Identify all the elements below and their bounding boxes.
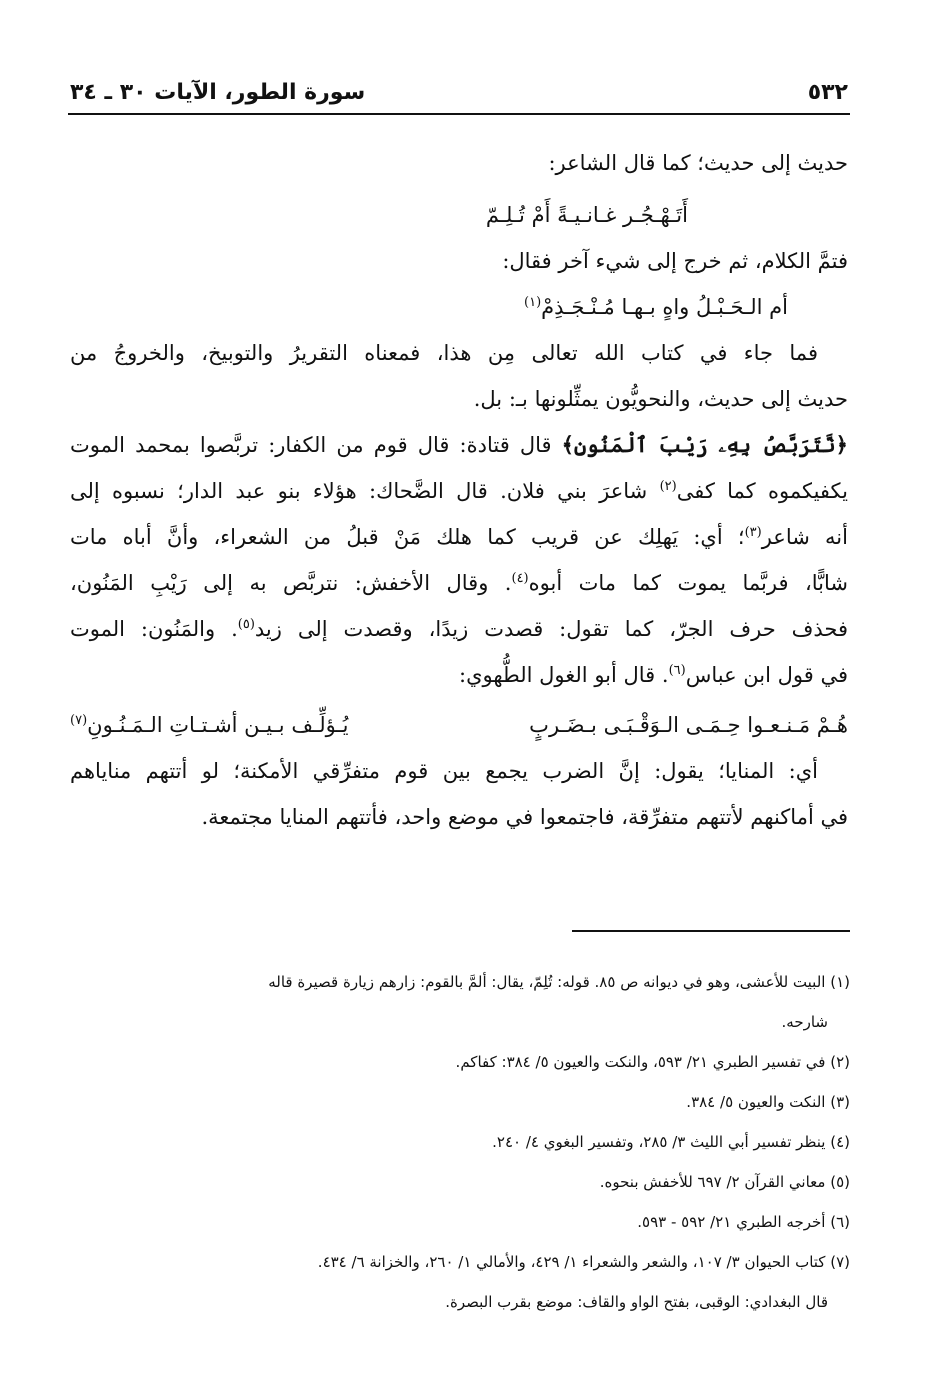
verse-couplet [70,698,848,748]
footnote-separator [572,930,850,932]
footnote: (٧) كتاب الحيوان ٣/ ١٠٧، والشعر والشعراء ١/ ٤٢٩، والأمالي ١/ ٢٦٠، والخزانة ٦/ ٤٣٤. [317,1253,850,1271]
text-span: . وقال الأخفش: نتربَّص به إلى رَيْبِ المَنُون، [70,571,512,595]
verse-hemistich-left [70,702,348,748]
text-span: . والمَنُون: الموت [70,617,238,641]
paragraph-line [70,514,848,560]
footnote-marker: (٢) [659,479,677,494]
footnote: (٤) ينظر تفسير أبي الليث ٣/ ٢٨٥، وتفسير البغوي ٤/ ٢٤٠. [492,1133,850,1151]
footnote-marker: (٤) [511,571,529,586]
text-span: . قال أبو الغول الطُّهوي: [459,663,669,687]
text-span: قال قتادة: قال قوم من الكفار: تربَّصوا بمحمد الموت [70,433,552,457]
text-span: في قول ابن عباس [685,663,848,687]
header-rule [68,113,850,115]
footnotes [70,962,850,1322]
footnote: (٥) معاني القرآن ٢/ ٦٩٧ للأخفش بنحوه. [599,1173,850,1191]
paragraph-line: أي: المنايا؛ يقول: إنَّ الضرب يجمع بين قوم متفرِّقي الأمكنة؛ لو أتتهم مناياهم [70,759,818,783]
paragraph-line: حديث إلى حديث، والنحويُّون يمثِّلونها بـ: بل. [473,387,848,411]
verse-text: أم الـحَـبْـلُ واهٍ بـهـا مُـنْـجَـذِمْ [541,295,788,319]
verse-line [70,284,848,330]
footnote-marker: (٣) [744,525,762,540]
footnote-continuation: شارحه. [781,1013,828,1031]
verse-text: يُـؤلِّـف بـيـن أشـتـاتِ الـمَـنُـونِ [87,713,349,737]
verse-hemistich-right: هُـمْ مَـنـعـوا حِـمَـى الـوَقْـبَـى بـضَـربٍ [529,713,848,737]
footnote: (٢) في تفسير الطبري ٢١/ ٥٩٣، والنكت والعيون ٥/ ٣٨٤: كفاكم. [455,1053,850,1071]
intro-line: حديث إلى حديث؛ كما قال الشاعر: [548,151,848,175]
text-span: فحذف حرف الجرّ، كما تقول: قصدت زيدًا، وقصدت إلى زيد [254,617,849,641]
paragraph-line: في أماكنهم لأتتهم متفرِّقة، فاجتمعوا في موضع واحد، فأتتهم المنايا مجتمعة. [201,805,848,829]
paragraph-line [70,468,848,514]
main-text [70,140,848,840]
footnote-marker: (٦) [668,663,686,678]
footnote-marker: (١) [524,295,542,310]
chapter-title: سورة الطور، الآيات ٣٠ ـ ٣٤ [70,79,366,105]
text-span: شابًّا، فربَّما يموت كما مات أبوه [528,571,848,595]
paragraph-line [70,422,848,468]
paragraph-line [70,606,848,652]
running-header [70,72,848,112]
paragraph-line [70,652,848,698]
text-line: فتمَّ الكلام، ثم خرج إلى شيء آخر فقال: [502,249,848,273]
text-span: ؛ أي: يَهلِك عن قريب كما هلك مَنْ قبلُ من الشعراء، وأنَّ أباه مات [70,525,745,549]
page-number: ٥٣٢ [807,79,848,105]
text-span: شاعرَ بني فلان. قال الضَّحاك: هؤلاء بنو عبد الدار؛ نسبوه إلى [70,479,648,503]
verse-line: أَتَـهْـجُـر غـانـيـةً أَمْ تُـلِـمّ [485,203,688,227]
footnote-marker: (٥) [237,617,255,632]
footnote: (١) البيت للأعشى، وهو في ديوانه ص ٨٥. قوله: تُلِمّ، يقال: ألمَّ بالقوم: زارهم زيارة قصيرة قاله [268,973,850,991]
footnote-marker: (٧) [70,713,88,728]
text-span: أنه شاعر [761,525,848,549]
paragraph-line [70,560,848,606]
quran-quote: ﴿نَّتَرَبَّصُ بِهِۦ رَيْبَ ٱلْمَنُونِ﴾ [561,432,848,457]
footnote: (٣) النكت والعيون ٥/ ٣٨٤. [686,1093,850,1111]
footnote-continuation: قال البغدادي: الوقبى، بفتح الواو والقاف: موضع بقرب البصرة. [445,1293,828,1311]
paragraph-line: فما جاء في كتاب الله تعالى مِن هذا، فمعناه التقريرُ والتوبيخ، والخروجُ من [70,341,818,365]
footnote: (٦) أخرجه الطبري ٢١/ ٥٩٢ - ٥٩٣. [637,1213,850,1231]
text-span: يكفيكموه كما كفى [676,479,848,503]
